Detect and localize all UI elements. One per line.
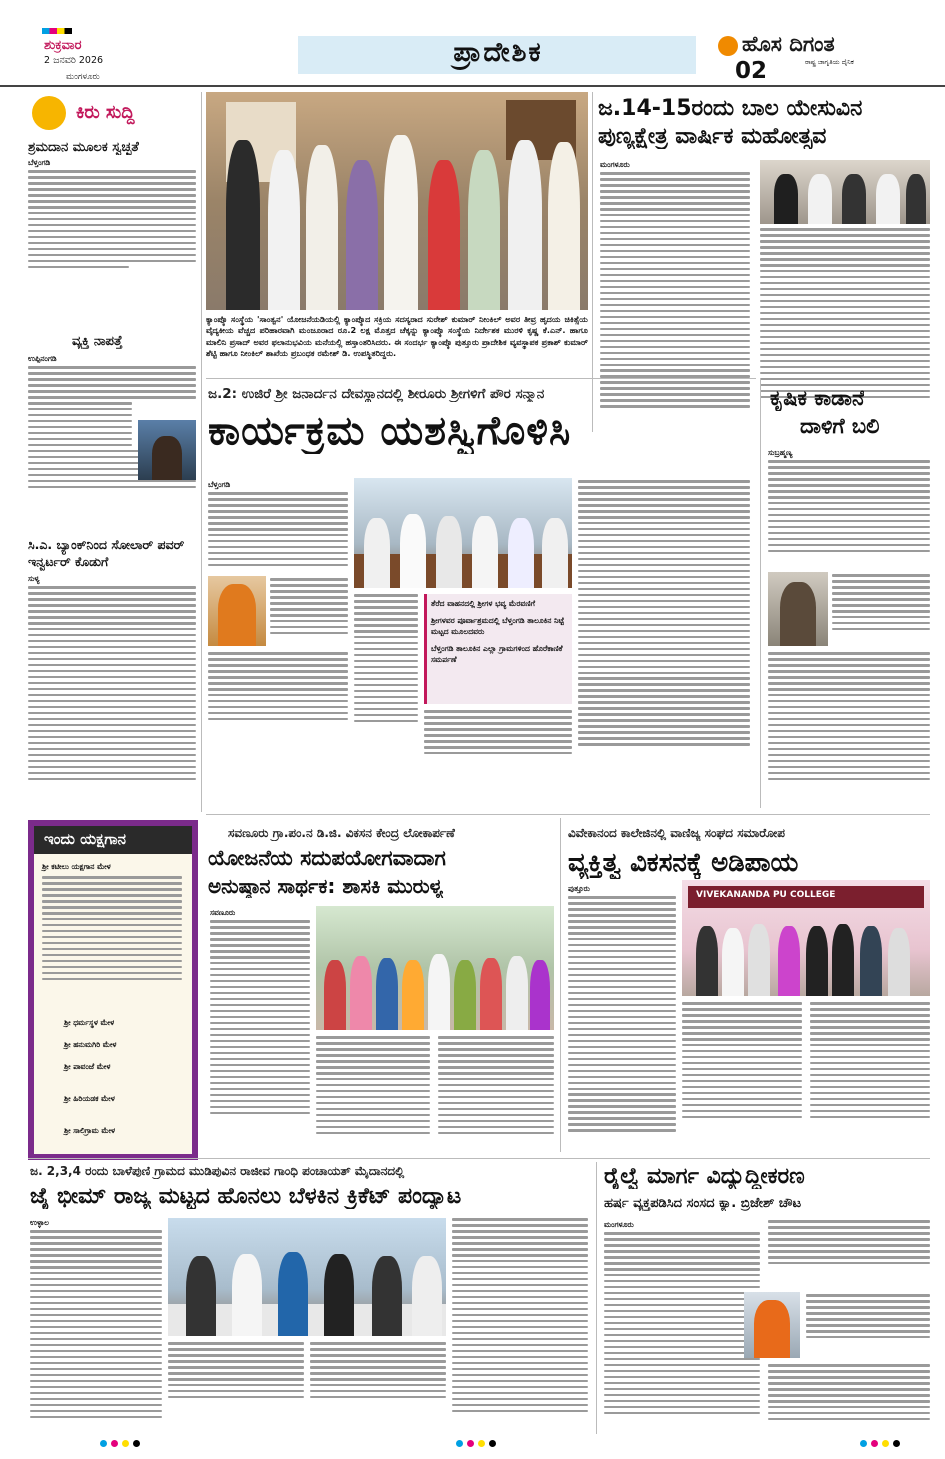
person-figure [218,584,256,646]
person-figure [696,926,718,996]
krushika-body-3 [768,652,930,780]
savanur-headline-2: ಅನುಷ್ಠಾನ ಸಾರ್ಥಕ: ಶಾಸಕಿ ಮುರುಳ್ಯ [208,874,444,898]
cricket-body-col4 [452,1218,588,1412]
yakshagana-details [42,876,182,980]
savanur-body-col3 [438,1036,554,1134]
person-figure [778,926,800,996]
registration-marks [860,1440,900,1447]
railway-body-col2 [768,1220,930,1264]
cricket-dateline: ಉಳ್ಳಾಲ [30,1218,49,1227]
divider [28,1158,930,1159]
person-figure [876,174,900,224]
kirusuddi-column [28,92,198,812]
yakshagana-box [28,820,198,1160]
divider [760,378,761,808]
bala-yesu-body-col2 [760,228,930,398]
person-figure [384,135,418,310]
krushika-headline-2: ದಾಳಿಗೆ ಬಲಿ [800,414,880,438]
brief-2-dateline: ಉಪ್ಪಿನಂಗಡಿ [28,354,57,363]
ujire-body-col1c [208,652,348,720]
cricket-body-col2 [168,1342,304,1398]
ujire-bullet-box [424,594,572,704]
person-figure [722,928,744,996]
registration-marks [456,1440,496,1447]
brief-3-title: ಸಿ.ಎ. ಬ್ಯಾಂಕ್‌ನಿಂದ ಸೋಲಾರ್ ಪವರ್ ಇನ್ವರ್ಟರ್ ಕೊಡುಗೆ [28,537,185,569]
person-figure [346,160,378,310]
krushika-portrait [768,572,828,646]
vivekananda-body-col2 [682,1002,802,1118]
ujire-bullet: ತೆರೆದ ವಾಹನದಲ್ಲಿ ಶ್ರೀಗಳ ಭವ್ಯ ಮೆರವಣಿಗೆ [431,599,536,608]
vivekananda-kicker: ವಿವೇಕಾನಂದ ಕಾಲೇಜಿನಲ್ಲಿ ವಾಣಿಜ್ಯ ಸಂಘದ ಸಮಾರೋಪ [568,826,785,840]
ujire-bullet: ಬೆಳ್ತಂಗಡಿ ತಾಲೂಕಿನ ಎಲ್ಲಾ ಗ್ರಾಮಗಳಿಂದ ಹೊರೆಕಾಣಿಕೆ ಸಮರ್ಪಣೆ [431,644,563,664]
railway-body-col2c [768,1364,930,1420]
mp-portrait [744,1292,800,1358]
vivekananda-body-col1 [568,896,676,1132]
person-figure [350,956,372,1030]
ujire-body-col1 [208,492,348,566]
person-figure [508,140,542,310]
vivekananda-dateline: ಪುತ್ತೂರು [568,884,590,893]
person-figure [806,926,828,996]
railway-body-col1 [604,1232,760,1414]
cricket-headline: ಜೈ ಭೀಮ್ ರಾಜ್ಯ ಮಟ್ಟದ ಹೊನಲು ಬೆಳಕಿನ ಕ್ರಿಕೆಟ್ ಪಂದ್ಯಾಟ [30,1184,462,1209]
yakshagana-item: ಶ್ರೀ ಕಟೀಲು ಯಕ್ಷಗಾನ ಮೇಳ [42,862,111,871]
brief-2-title: ವ್ಯಕ್ತಿ ನಾಪತ್ತೆ [72,334,123,349]
railway-body-col2b [806,1294,930,1338]
header-rule [0,85,945,87]
brief-1-dateline: ಬೆಳ್ತಂಗಡಿ [28,158,51,167]
cricket-photo [168,1218,446,1336]
krushika-body-2 [832,574,930,630]
person-figure [548,142,580,310]
person-figure [372,1256,402,1336]
person-figure [468,150,500,310]
ujire-body-col2 [354,594,418,722]
person-figure [428,954,450,1030]
hand-icon [32,96,66,130]
brief-3-dateline: ಸುಳ್ಯ [28,574,40,583]
divider [596,1162,597,1434]
krushika-headline-1: ಕೃಷಿಕ ಕಾಡಾನೆ [770,386,865,410]
railway-subhead: ಹರ್ಷ ವ್ಯಕ್ತಪಡಿಸಿದ ಸಂಸದ ಕ್ಯಾ. ಬ್ರಿಜೇಶ್ ಚೌಟ [604,1196,802,1211]
person-figure [480,958,502,1030]
person-figure [428,160,460,310]
person-figure [186,1256,216,1336]
divider [206,814,930,815]
cricket-body-col3 [310,1342,446,1398]
person-figure [400,514,426,588]
person-figure [376,958,398,1030]
person-figure [412,1256,442,1336]
savanur-photo [316,906,554,1030]
person-figure [780,582,816,646]
person-figure [774,174,798,224]
registration-marks [100,1440,140,1447]
color-dots-top-left [42,28,72,34]
yakshagana-item: ಶ್ರೀ ಪಾವಂಜೆ ಮೇಳ [64,1062,111,1071]
divider [560,818,561,1152]
page-number: 02 [735,58,768,84]
person-figure [748,924,770,996]
issue-day: ಶುಕ್ರವಾರ [44,38,82,53]
ujire-dateline: ಬೆಳ್ತಂಗಡಿ [208,480,231,489]
person-figure [472,516,498,588]
brief-3-body [28,586,196,780]
yakshagana-item: ಶ್ರೀ ಧರ್ಮಸ್ಥಳ ಮೇಳ [64,1018,115,1027]
person-figure [754,1300,790,1358]
person-figure [542,518,568,588]
krushika-body [768,460,930,552]
vivekananda-body-col3 [810,1002,930,1118]
ujire-bullet: ಶ್ರೀಗಳವರ ಪೂರ್ವಾಶ್ರಮದಲ್ಲಿ ಬೆಳ್ತಂಗಡಿ ತಾಲೂಕಿನ ನಿಟ್ಟೆ ಮಟ್ಟದ ಮೂಲದವರು [431,616,565,636]
ujire-press-photo [354,478,572,588]
person-figure [232,1254,262,1336]
masthead-logo: ಹೊಸ ದಿಗಂತ [742,32,835,56]
person-figure [268,150,300,310]
yakshagana-item: ಶ್ರೀ ಹನುಮಗಿರಿ ಮೇಳ [64,1040,117,1049]
krushika-dateline: ಸುಬ್ರಹ್ಮಣ್ಯ [768,448,793,457]
bala-yesu-headline-1: ಜ.14-15ರಂದು ಬಾಲ ಯೇಸುವಿನ [598,96,863,121]
person-figure [324,1254,354,1336]
ujire-kicker: ಜ.2: ಉಜಿರೆ ಶ್ರೀ ಜನಾರ್ದನ ದೇವಸ್ಥಾನದಲ್ಲಿ ಶೀರೂರು ಶ್ರೀಗಳಿಗೆ ಪೌರ ಸನ್ಮಾನ [208,386,545,402]
person-figure [454,960,476,1030]
yakshagana-title: ಇಂದು ಯಕ್ಷಗಾನ [44,830,127,848]
divider [206,378,756,379]
person-figure [832,924,854,996]
savanur-body-col1 [210,920,310,1114]
savanur-dateline: ಸವಣೂರು [210,908,236,917]
person-figure [278,1252,308,1336]
kirusuddi-label: ಕಿರು ಸುದ್ದಿ [76,102,135,123]
person-figure [808,174,832,224]
logo-lamp-icon [718,36,738,56]
kirusuddi-badge [28,94,198,132]
bala-yesu-body-col1 [600,172,750,408]
person-figure [860,926,882,996]
cricket-kicker: ಜ. 2,3,4 ರಂದು ಬಾಳೆಪುಣಿ ಗ್ರಾಮದ ಮುಡಿಪುವಿನ ರಾಜೀವ ಗಾಂಧಿ ಪಂಚಾಯತ್ ಮೈದಾನದಲ್ಲಿ [30,1164,405,1178]
bala-yesu-headline-2: ಪುಣ್ಯಕ್ಷೇತ್ರ ವಾರ್ಷಿಕ ಮಹೋತ್ಸವ [598,124,827,149]
person-figure [226,140,260,310]
section-title: ಪ್ರಾದೇಶಿಕ [453,37,543,68]
brief-1-body [28,170,196,268]
person-figure [530,960,550,1030]
yakshagana-item: ಶ್ರೀ ಸಾಲಿಗ್ರಾಮ ಮೇಳ [64,1126,116,1135]
bala-yesu-photo [760,160,930,224]
ujire-body-col3 [578,480,750,746]
person-figure [402,960,424,1030]
person-figure [842,174,866,224]
bala-yesu-dateline: ಮಂಗಳೂರು [600,160,630,169]
ujire-headline: ಕಾರ್ಯಕ್ರಮ ಯಶಸ್ವಿಗೊಳಿಸಿ [208,408,572,454]
divider [201,92,202,812]
savanur-body-col2 [316,1036,430,1134]
edition-city: ಮಂಗಳೂರು [66,72,100,82]
ujire-body-col1b [270,578,348,634]
campco-caption: ಕ್ಯಾಂಪ್ಕೊ ಸಂಸ್ಥೆಯ 'ಸಾಂತ್ವನ' ಯೋಜನೆಯಡಿಯಲ್ಲಿ ಕ್ಯಾಂಪ್ಕೊದ ಸಕ್ರಿಯ ಸದಸ್ಯರಾದ ಸುರೇಶ್ ಕುಮಾರ್ ನೀಂಕಿಲ್ ಅವರ ತೀವ್ರ ಹೃದಯ ಚಿಕಿತ್ಸೆಯ ವೈದ್ಯಕೀಯ ವೆಚ್ಚದ ಪರಿಹಾರವಾಗಿ ಮಂಜೂರಾದ ರೂ.2 ಲಕ್ಷ ಮೊತ್ತದ ಚೆಕ್ಕನ್ನು ಕ್ಯಾಂಪ್ಕೊ ಸಂಸ್ಥೆಯ ನಿರ್ದೇಶಕ ಮುರಳಿ ಕೃಷ್ಣ ಕೆ.ಎನ್. ಹಾಗೂ ಮಾಲಿನಿ ಪ್ರಸಾದ್ ಅವರ ಫಲಾನುಭವಿಯ ಮನೆಯಲ್ಲಿ ಹಸ್ತಾಂತರಿಸಿದರು. ಈ ಸಂದರ್ಭ ಕ್ಯಾಂಪ್ಕೊ ಪುತ್ತೂರು ಪ್ರಾದೇಶಿಕ ವ್ಯವಸ್ಥಾಪಕ ಪ್ರಕಾಶ್ ಕುಮಾರ್ ಶೆಟ್ಟಿ ಹಾಗೂ ನೀಂಕಿಲ್ ಶಾಖೆಯ ಪ್ರಬಂಧಕ ರಮೇಶ್ ಡಿ. ಉಪಸ್ಥಿತರಿದ್ದರು. [206,314,588,359]
swamiji-portrait [208,576,266,646]
person-figure [324,960,346,1030]
person-figure [152,436,182,480]
savanur-headline-1: ಯೋಜನೆಯ ಸದುಪಯೋಗವಾದಾಗ [208,846,446,870]
cricket-body-col1 [30,1230,162,1418]
person-figure [436,516,462,588]
savanur-kicker: ಸವಣೂರು ಗ್ರಾ.ಪಂ.ನ ಡಿ.ಜಿ. ವಿಕಸನ ಕೇಂದ್ರ ಲೋಕಾರ್ಪಣೆ [228,826,455,840]
missing-person-photo [138,420,196,480]
divider [592,92,593,432]
page-header [0,0,945,88]
railway-headline: ರೈಲ್ವೆ ಮಾರ್ಗ ವಿದ್ಯುದ್ದೀಕರಣ [604,1164,805,1189]
campco-photo [206,92,588,310]
vivekananda-photo [682,880,930,996]
ujire-body-col2b [424,710,572,754]
vivekananda-headline: ವ್ಯಕ್ತಿತ್ವ ವಿಕಸನಕ್ಕೆ ಅಡಿಪಾಯ [568,848,799,878]
person-figure [906,174,926,224]
person-figure [364,518,390,588]
person-figure [506,956,528,1030]
person-figure [508,518,534,588]
college-banner-text: VIVEKANANDA PU COLLEGE [696,890,836,900]
masthead-tagline: ರಾಷ್ಟ್ರ ಜಾಗೃತಿಯ ದೈನಿಕ [805,58,854,66]
yakshagana-item: ಶ್ರೀ ಹಿರಿಯಡಕ ಮೇಳ [64,1094,115,1103]
brief-1-title: ಶ್ರಮದಾನ ಮೂಲಕ ಸ್ವಚ್ಛತೆ [28,140,139,155]
issue-date: 2 ಜನವರಿ 2026 [44,55,104,66]
person-figure [888,928,910,996]
person-figure [306,145,338,310]
railway-dateline: ಮಂಗಳೂರು [604,1220,634,1229]
